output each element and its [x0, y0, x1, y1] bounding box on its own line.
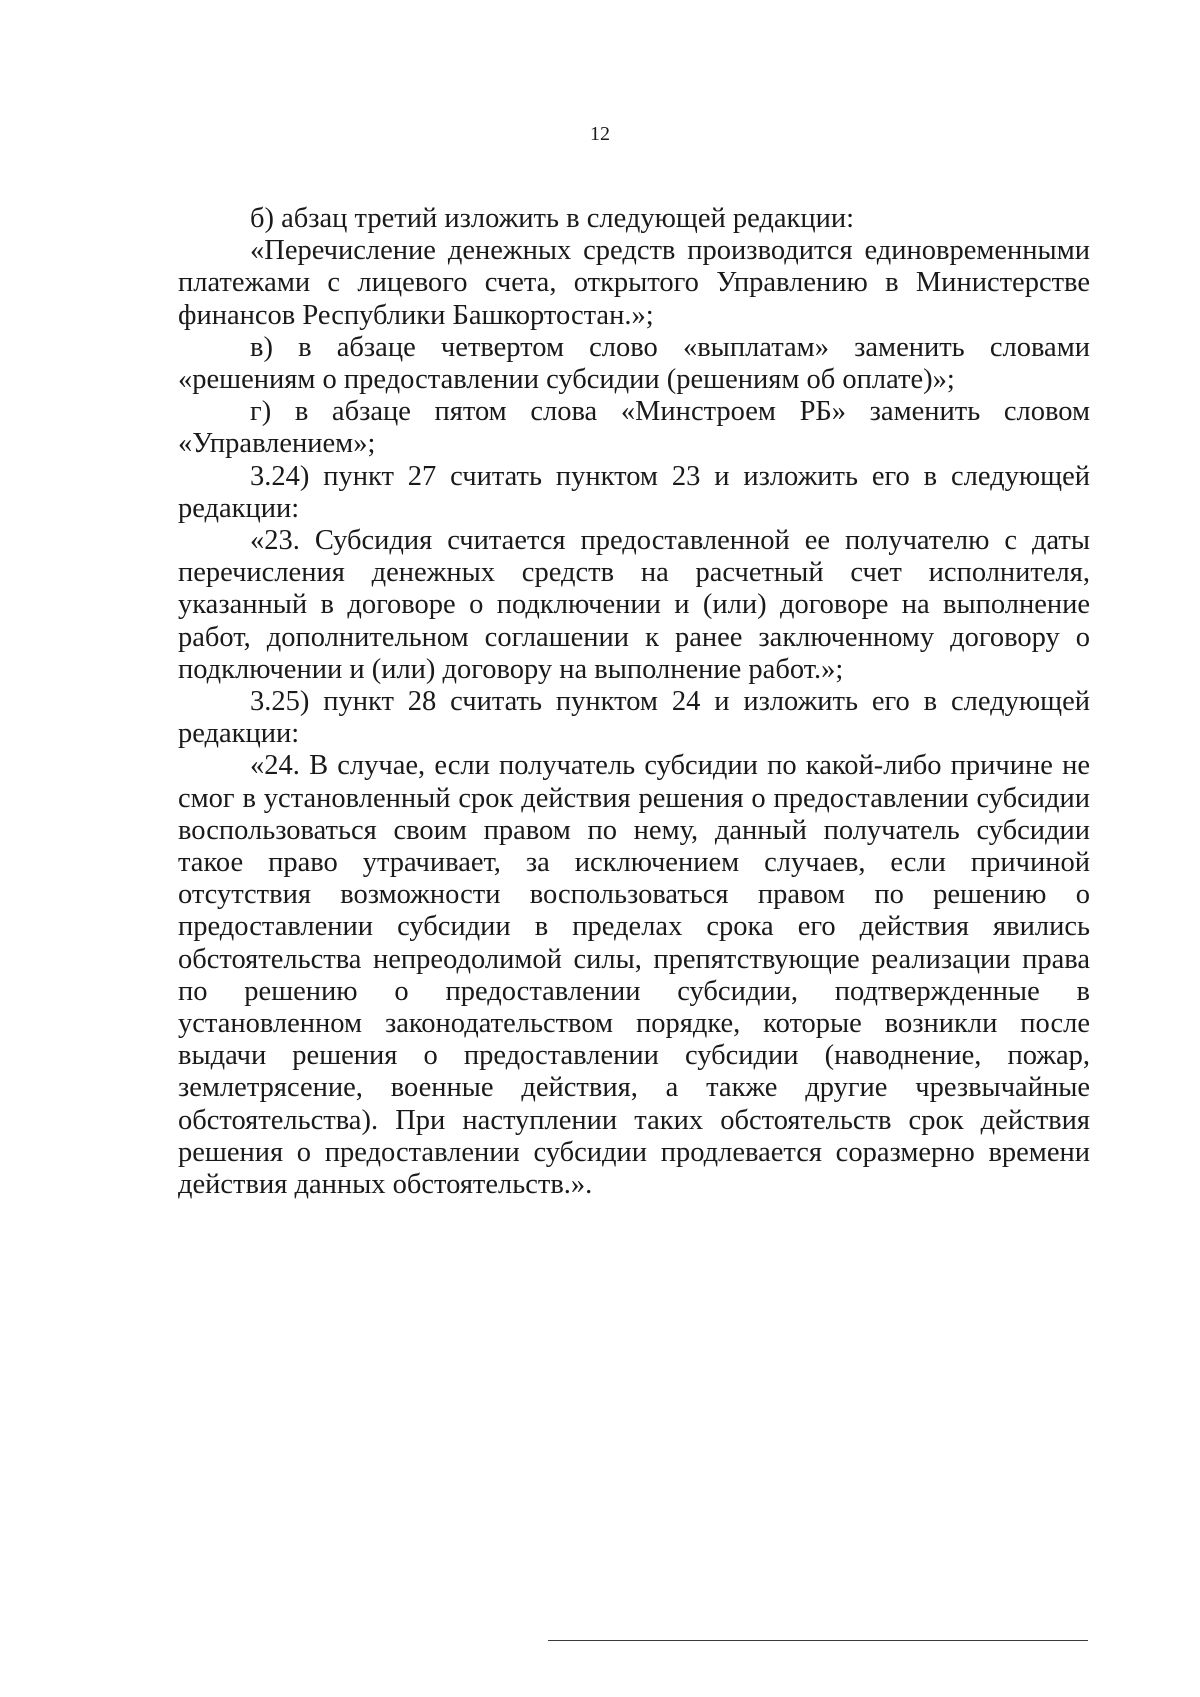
paragraph-quote-23: «23. Субсидия считается предоставленной ее получателю с даты перечисления денежных средств на расчетный счет исполнителя, указанный в договоре о подключении и (или) договоре на выполнение работ, дополнительном соглашении к ранее заключенному договору о подключении и (или) договору на выполнение работ.»;: [178, 525, 1090, 685]
paragraph-quote-transfer: «Перечисление денежных средств производится единовременными платежами с лицевого счета, открытого Управлению в Министерстве финансов Республики Башкортостан.»;: [178, 235, 1090, 331]
paragraph-g: г) в абзаце пятом слова «Минстроем РБ» заменить словом «Управлением»;: [178, 396, 1090, 460]
footer-rule: [548, 1640, 1088, 1641]
document-body: [178, 203, 1090, 1201]
paragraph-v: в) в абзаце четвертом слово «выплатам» заменить словами «решениям о предоставлении субсидии (решениям об оплате)»;: [178, 331, 1090, 396]
paragraph-3-24: 3.24) пункт 27 считать пунктом 23 и изложить его в следующей редакции:: [178, 460, 1090, 524]
paragraph-3-25: 3.25) пункт 28 считать пунктом 24 и изложить его в следующей редакции:: [178, 686, 1090, 750]
paragraph-b: б) абзац третий изложить в следующей редакции:: [250, 203, 855, 234]
page-number: 12: [590, 123, 610, 145]
paragraph-quote-24: «24. В случае, если получатель субсидии по какой-либо причине не смог в установленный срок действия решения о предоставлении субсидии воспользоваться своим правом по нему, данный получатель субсидии такое право утрачивает, за исключением случаев, если причиной отсутствия возможности воспользоваться правом по решению о предоставлении субсидии в пределах срока его действия явились обстоятельства непреодолимой силы, препятствующие реализации права по решению о предоставлении субсидии, подтвержденные в установленном законодательством порядке, которые возникли после выдачи решения о предоставлении субсидии (наводнение, пожар, землетрясение, военные действия, а также другие чрезвычайные обстоятельства). При наступлении таких обстоятельств срок действия решения о предоставлении субсидии продлевается соразмерно времени действия данных обстоятельств.».: [178, 750, 1090, 1201]
